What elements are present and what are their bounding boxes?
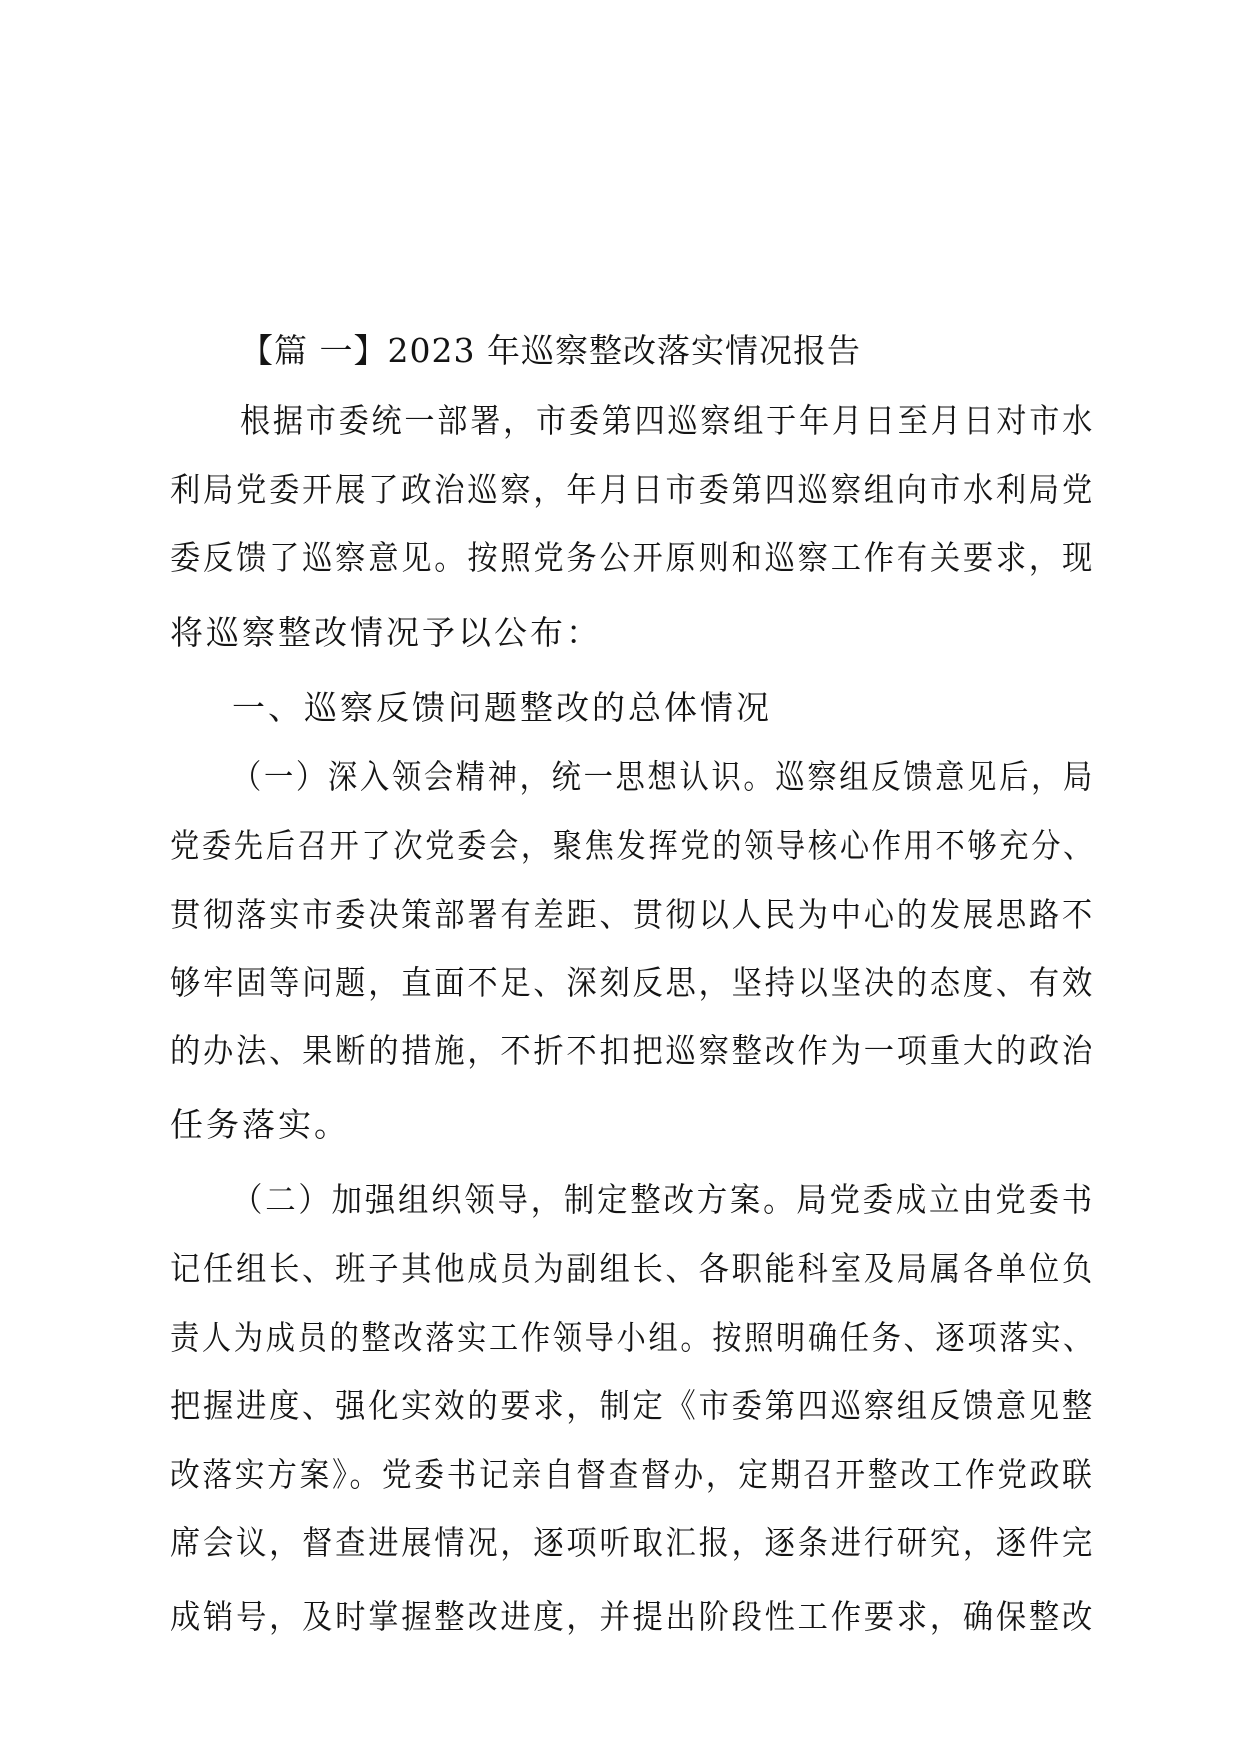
paragraph-line: 记任组长、班子其他成员为副组长、各职能科室及局属各单位负 [170,1249,1095,1288]
paragraph-line: 够牢固等问题，直面不足、深刻反思，坚持以坚决的态度、有效 [170,963,1095,1002]
paragraph-line: （一）深入领会精神，统一思想认识。巡察组反馈意见后，局 [232,757,1095,796]
paragraph-line: 党委先后召开了次党委会，聚焦发挥党的领导核心作用不够充分、 [170,826,1095,865]
paragraph-line: 改落实方案》。党委书记亲自督查督办，定期召开整改工作党政联 [170,1455,1095,1494]
paragraph-line: 席会议，督查进展情况，逐项听取汇报，逐条进行研究，逐件完 [170,1523,1095,1562]
paragraph-line: 成销号，及时掌握整改进度，并提出阶段性工作要求，确保整改 [170,1597,1095,1636]
paragraph-line: 把握进度、强化实效的要求，制定《市委第四巡察组反馈意见整 [170,1386,1095,1425]
section-heading: 一、巡察反馈问题整改的总体情况 [232,688,772,727]
paragraph-line: （二）加强组织领导，制定整改方案。局党委成立由党委书 [232,1180,1095,1219]
paragraph-line: 利局党委开展了政治巡察，年月日市委第四巡察组向市水利局党 [170,470,1095,509]
paragraph-line: 将巡察整改情况予以公布： [170,613,602,652]
paragraph-line: 根据市委统一部署，市委第四巡察组于年月日至月日对市水 [240,401,1095,440]
paragraph-line: 任务落实。 [170,1105,350,1144]
paragraph-line: 委反馈了巡察意见。按照党务公开原则和巡察工作有关要求，现 [170,538,1095,577]
paragraph-line: 的办法、果断的措施，不折不扣把巡察整改作为一项重大的政治 [170,1031,1095,1070]
paragraph-line: 责人为成员的整改落实工作领导小组。按照明确任务、逐项落实、 [170,1318,1095,1357]
paragraph-line: 贯彻落实市委决策部署有差距、贯彻以人民为中心的发展思路不 [170,895,1095,934]
document-title: 【篇 一】2023 年巡察整改落实情况报告 [240,331,861,370]
